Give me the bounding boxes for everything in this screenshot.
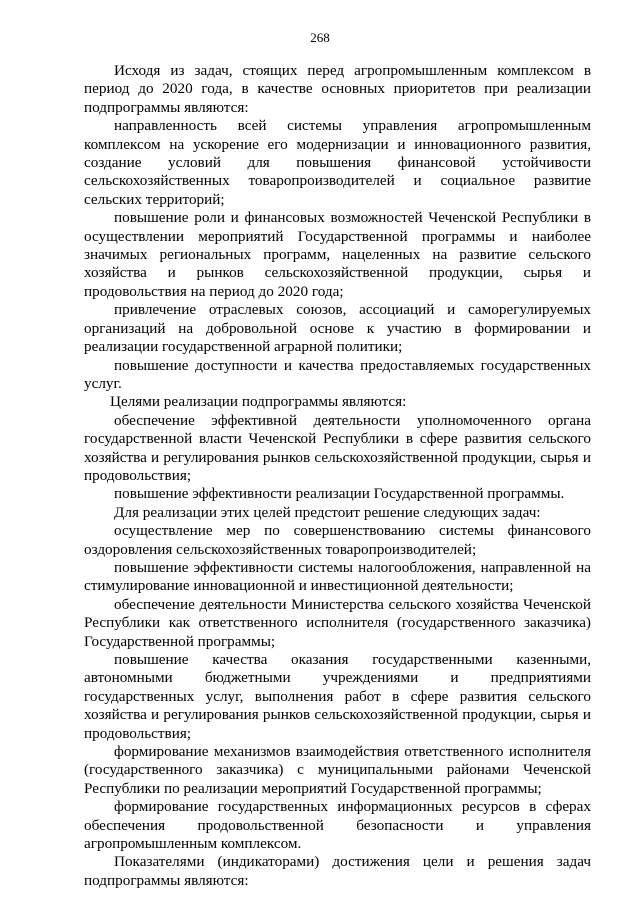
paragraph-priority-management: направленность всей системы управления агропромышленным комплексом на ускорение его модернизации и инновационного развития, создание условий для повышения финансовой устойчивости сельскохозяйственных товаропроизводителей и социальное развитие сельских территорий; [84,117,591,208]
paragraph-priority-republic-role: повышение роли и финансовых возможностей Чеченской Республики в осуществлении мероприятий Государственной программы и наиболее значимых региональных программ, нацеленных на развитие сельского хозяйства и рынков сельскохозяйственной продукции, сырья и продовольствия на период до 2020 года; [84,209,591,300]
paragraph-task-ministry: обеспечение деятельности Министерства сельского хозяйства Чеченской Республики как ответственного исполнителя (государственного заказчика) Государственной программы; [84,595,591,650]
paragraph-goal-program-efficiency: повышение эффективности реализации Государственной программы. [114,485,565,503]
paragraph-goals-intro: Целями реализации подпрограммы являются: [110,393,407,411]
paragraph-task-financial-recovery: осуществление мер по совершенствованию системы финансового оздоровления сельскохозяйственных товаропроизводителей; [84,522,591,558]
paragraph-priorities-intro: Исходя из задач, стоящих перед агропромышленным комплексом в период до 2020 года, в качестве основных приоритетов при реализации подпрограммы являются: [84,62,591,116]
paragraph-priority-services: повышение доступности и качества предоставляемых государственных услуг. [84,356,591,392]
paragraph-task-interaction: формирование механизмов взаимодействия ответственного исполнителя (государственного заказчика) с муниципальными районами Чеченской Республики по реализации мероприятий Государственной программы; [84,743,591,797]
paragraph-goal-effective-authority: обеспечение эффективной деятельности уполномоченного органа государственной власти Чеченской Республики в сфере развития сельского хозяйства и регулирования рынков сельскохозяйственной продукции, сырья и продовольствия; [84,411,591,484]
document-body [84,62,591,890]
paragraph-tasks-intro: Для реализации этих целей предстоит решение следующих задач: [114,503,541,521]
page-number: 268 [310,30,330,45]
paragraph-task-information-resources: формирование государственных информационных ресурсов в сферах обеспечения продовольственной безопасности и управления агропромышленным комплексом. [84,798,591,853]
paragraph-indicators-intro: Показателями (индикаторами) достижения цели и решения задач подпрограммы являются: [84,853,591,889]
paragraph-priority-unions: привлечение отраслевых союзов, ассоциаций и саморегулируемых организаций на добровольной основе к участию в формировании и реализации государственной аграрной политики; [84,301,591,356]
paragraph-task-service-quality: повышение качества оказания государственными казенными, автономными бюджетными учреждениями и предприятиями государственных услуг, выполнения работ в сфере развития сельского хозяйства и регулирования рынков сельскохозяйственной продукции, сырья и продовольствия; [84,651,591,742]
paragraph-task-taxation: повышение эффективности системы налогообложения, направленной на стимулирование инновационной и инвестиционной деятельности; [84,558,591,595]
